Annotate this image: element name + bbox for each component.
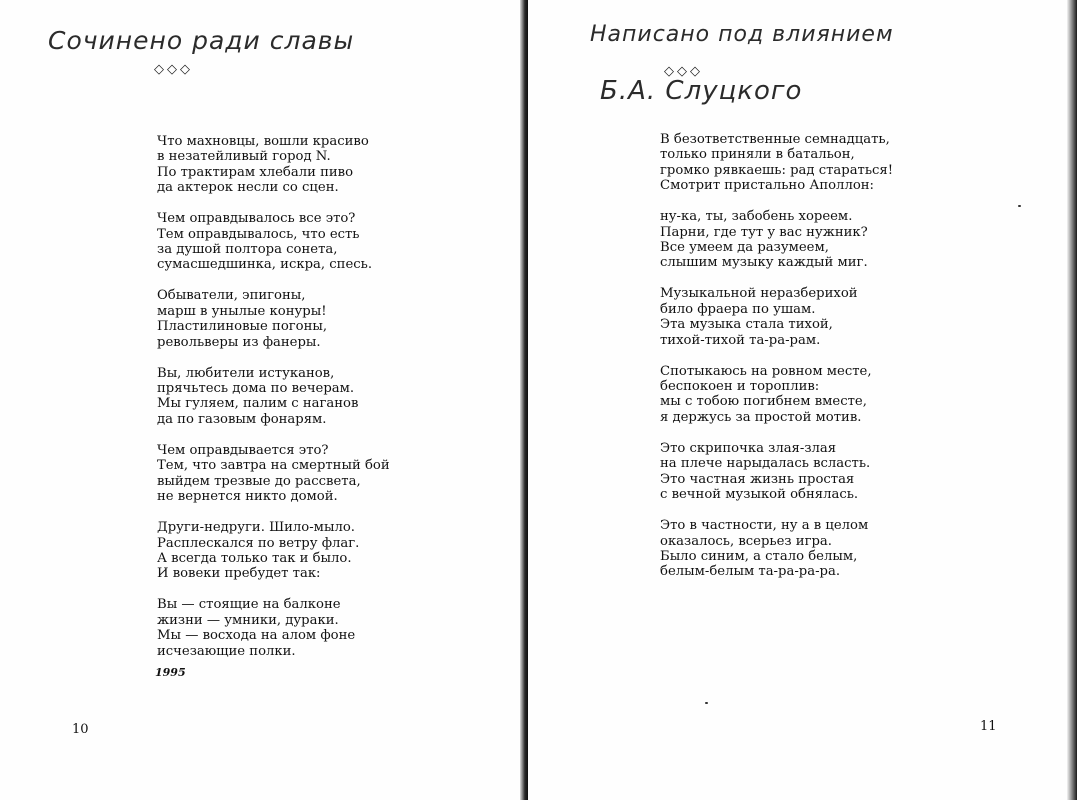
stanza — [660, 518, 893, 580]
poem-line: Эта музыка стала тихой, — [660, 317, 833, 333]
poem-line: сумасшедшинка, искра, спесь. — [157, 257, 373, 273]
left-page — [0, 0, 528, 800]
poem-line: Смотрит пристально Аполлон: — [660, 178, 874, 194]
poem-line: Парни, где тут у вас нужник? — [660, 224, 868, 240]
page-number-right: 11 — [980, 719, 997, 734]
poem-line: револьверы из фанеры. — [157, 334, 321, 350]
poem-line: И вовеки пребудет так: — [157, 566, 321, 582]
poem-line: не вернется никто домой. — [157, 489, 338, 505]
poem-line: за душой полтора сонета, — [157, 242, 338, 258]
poem-right — [660, 132, 893, 595]
poem-line: Други-недруги. Шило-мыло. — [157, 520, 355, 536]
poem-line: марш в унылые конуры! — [157, 303, 327, 319]
stanza — [660, 132, 893, 194]
poem-line: белым-белым та-ра-ра-ра. — [660, 564, 841, 580]
stanza — [157, 211, 390, 273]
poem-line: Музыкальной неразберихой — [660, 286, 858, 302]
poem-line: да актерок несли со сцен. — [157, 180, 339, 196]
poem-line: с вечной музыкой обнялась. — [660, 487, 859, 503]
poem-line: слышим музыку каждый миг. — [660, 255, 868, 271]
poem-line: По трактирам хлебали пиво — [157, 164, 354, 180]
ornament-right: ◇◇◇ — [664, 64, 703, 79]
poem-line: Это в частности, ну а в целом — [660, 518, 869, 534]
poem-line: исчезающие полки. — [157, 643, 296, 659]
poem-line: Чем оправдывалось все это? — [157, 211, 356, 227]
handwritten-note-right-line1: Написано под влиянием — [590, 22, 894, 47]
poem-line: Тем, что завтра на смертный бой — [157, 458, 390, 474]
poem-line: Спотыкаюсь на ровном месте, — [660, 363, 872, 379]
page-edge — [1067, 0, 1077, 800]
poem-line: выйдем трезвые до рассвета, — [157, 473, 361, 489]
scan-speck — [705, 702, 708, 704]
page-number-left: 10 — [72, 722, 89, 737]
right-page — [528, 0, 1077, 800]
stanza — [157, 443, 390, 505]
poem-line: Вы — стоящие на балконе — [157, 597, 341, 613]
stanza — [660, 441, 893, 503]
poem-line: беспокоен и тороплив: — [660, 379, 820, 395]
poem-line: на плече нарыдалась всласть. — [660, 456, 871, 472]
poem-line: только приняли в батальон, — [660, 147, 855, 163]
poem-line: оказалось, всерьез игра. — [660, 533, 832, 549]
poem-year: 1995 — [155, 666, 186, 679]
poem-line: Расплескался по ветру флаг. — [157, 535, 360, 551]
poem-line: Это частная жизнь простая — [660, 471, 855, 487]
poem-line: Чем оправдывается это? — [157, 442, 329, 458]
poem-line: Мы — восхода на алом фоне — [157, 628, 356, 644]
poem-line: било фраера по ушам. — [660, 301, 816, 317]
poem-line: мы с тобою погибнем вместе, — [660, 394, 867, 410]
stanza — [660, 209, 893, 271]
poem-line: Все умеем да разумеем, — [660, 240, 829, 256]
poem-line: я держусь за простой мотив. — [660, 409, 862, 425]
stanza — [660, 364, 893, 426]
poem-line: Вы, любители истуканов, — [157, 365, 335, 381]
poem-line: да по газовым фонарям. — [157, 411, 327, 427]
stanza — [660, 286, 893, 348]
poem-line: громко рявкаешь: рад стараться! — [660, 162, 894, 178]
poem-line: Было синим, а стало белым, — [660, 548, 858, 564]
stanza — [157, 288, 390, 350]
poem-line: ну-ка, ты, забобень хореем. — [660, 209, 853, 225]
poem-line: в незатейливый город N. — [157, 149, 331, 165]
poem-line: прячьтесь дома по вечерам. — [157, 381, 355, 397]
stanza — [157, 366, 390, 428]
poem-line: А всегда только так и было. — [157, 550, 352, 566]
poem-line: тихой-тихой та-ра-рам. — [660, 332, 821, 348]
handwritten-note-left: Сочинено ради славы — [48, 26, 355, 55]
ornament-left: ◇◇◇ — [154, 62, 193, 77]
poem-line: Обыватели, эпигоны, — [157, 288, 306, 304]
poem-line: жизни — умники, дураки. — [157, 612, 339, 628]
poem-line: Тем оправдывалось, что есть — [157, 226, 360, 242]
stanza — [157, 597, 390, 659]
poem-left — [157, 134, 390, 675]
stanza — [157, 134, 390, 196]
poem-line: Что махновцы, вошли красиво — [157, 134, 369, 149]
scan-speck — [1018, 205, 1021, 207]
poem-line: Это скрипочка злая-злая — [660, 440, 837, 456]
handwritten-note-right-line2: Б.А. Слуцкого — [600, 76, 803, 106]
poem-line: Мы гуляем, палим с наганов — [157, 396, 359, 412]
poem-line: Пластилиновые погоны, — [157, 319, 328, 335]
stanza — [157, 520, 390, 582]
poem-line: В безответственные семнадцать, — [660, 132, 890, 147]
